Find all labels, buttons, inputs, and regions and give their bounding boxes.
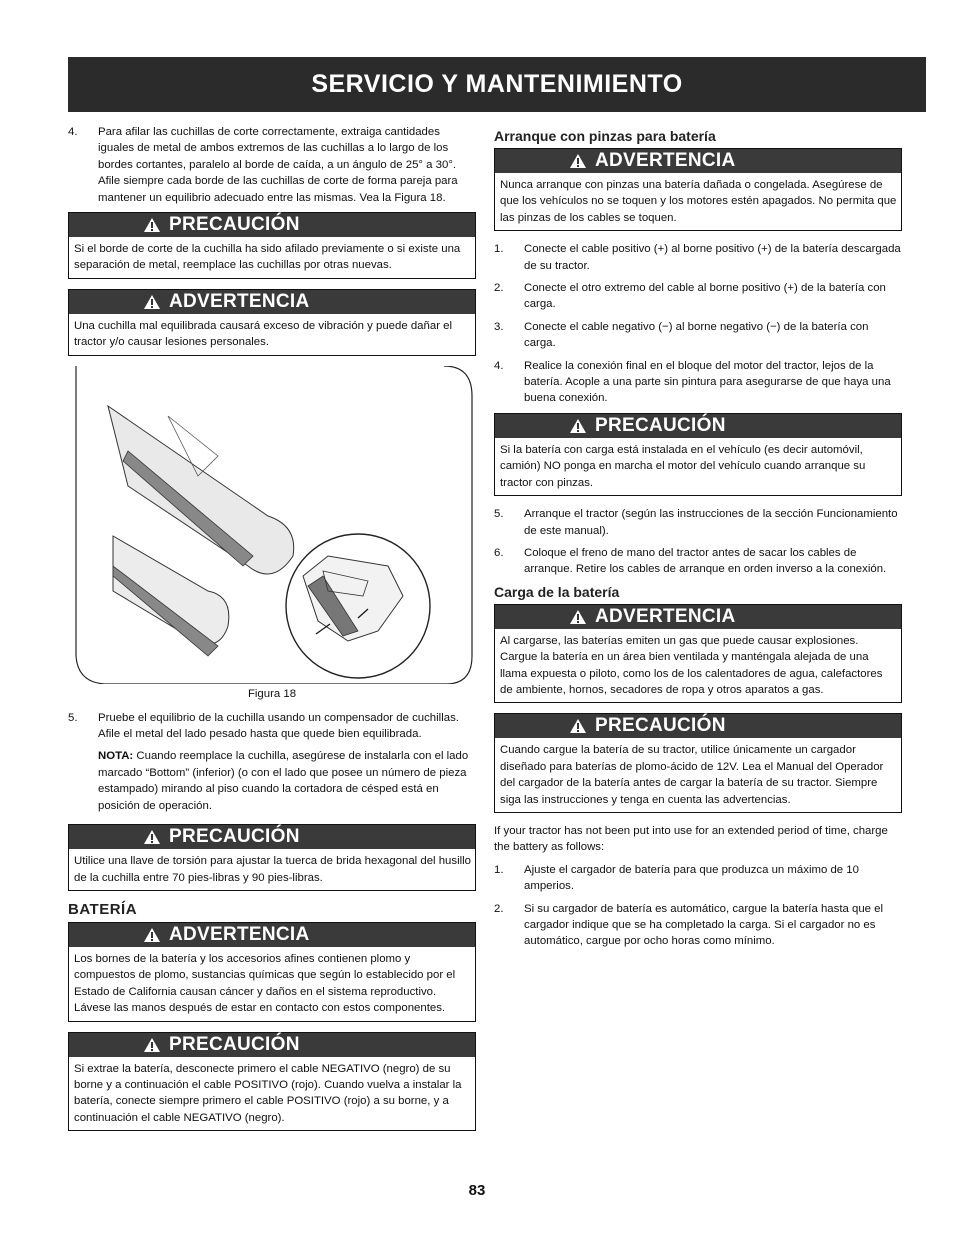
warning-triangle-icon: [143, 1037, 161, 1053]
caution-box: [68, 1032, 476, 1132]
section-banner: [68, 57, 926, 112]
warning-header: [69, 923, 475, 947]
item-text: Arranque el tractor (según las instrucciones de la sección Funcionamiento de este manual).: [524, 508, 898, 537]
item-text: Conecte el cable positivo (+) al borne positivo (+) de la batería descargada de su tractor.: [524, 243, 901, 272]
english-paragraph: If your tractor has not been put into use for an extended period of time, charge the battery as follows:: [494, 824, 888, 854]
caution-box: [68, 212, 476, 279]
caution-heading: PRECAUCIÓN: [169, 826, 300, 848]
warning-box: [494, 148, 902, 231]
caution-box: [494, 713, 902, 813]
page-number: 83: [468, 1182, 486, 1199]
charge-section-title: Carga de la batería: [494, 583, 620, 600]
list-item: [494, 862, 902, 895]
figure-18: [68, 366, 476, 684]
warning-triangle-icon: [143, 217, 161, 233]
caution-header: [69, 1033, 475, 1057]
left-column: [68, 124, 476, 1141]
list-item: [494, 280, 902, 313]
item-number: 2.: [494, 902, 504, 915]
caution-header: [69, 825, 475, 849]
warning-triangle-icon: [569, 609, 587, 625]
item-text: Conecte el otro extremo del cable al borne positivo (+) de la batería con carga.: [524, 282, 886, 311]
warning-triangle-icon: [143, 294, 161, 310]
caution-heading: PRECAUCIÓN: [595, 715, 726, 737]
list-item: [68, 710, 476, 743]
item-number: 5.: [494, 508, 504, 521]
item-text: Coloque el freno de mano del tractor antes de sacar los cables de arranque. Retire los cables de arranque en orden inverso a la conexión.: [524, 546, 887, 576]
item-text: Para afilar las cuchillas de corte correctamente, extraiga cantidades iguales de metal de ambos extremos de las cuchillas a lo largo de los bordes cortantes, paralelo al borde de caída, a un ángulo de 25° a 30°. Afile siempre cada borde de las cuchillas de corte de forma pareja para mantener un equilibrio adecuado entre las mismas. Vea la Figura 18.: [98, 126, 458, 204]
warning-header: [495, 149, 901, 173]
blade-illustration: [68, 366, 476, 684]
list-item: [494, 901, 902, 950]
item-text: Conecte el cable negativo (−) al borne negativo (−) de la batería con carga.: [524, 320, 869, 350]
caution-header: [495, 414, 901, 438]
right-column: [494, 124, 902, 956]
list-item: [494, 241, 902, 274]
note-paragraph: [98, 748, 476, 814]
list-item: [494, 545, 902, 578]
item-number: 4.: [68, 126, 78, 138]
caution-text: Cuando cargue la batería de su tractor, utilice únicamente un cargador diseñado para baterías de plomo-ácido de 12V. Lea el Manual del Operador del cargador de la batería antes de cargar la batería de su tractor. Siempre siga las instrucciones y tenga en cuenta las advertencias.: [500, 744, 884, 806]
caution-heading: PRECAUCIÓN: [169, 1033, 300, 1055]
item-number: 2.: [494, 282, 504, 295]
battery-section-title: BATERÍA: [68, 900, 138, 918]
warning-text: Al cargarse, las baterías emiten un gas que puede causar explosiones. Cargue la batería en un área bien ventilada y manténgala alejada de una llama expuesta o piloto, como los de los calentadores de agua, calefactores de ambiente, hornos, secadores de ropa y otros aparatos a gas.: [500, 634, 883, 696]
item-text: Realice la conexión final en el bloque del motor del tractor, lejos de la batería. Acople a una parte sin pintura para asegurarse de que haya una buena conexión.: [524, 359, 891, 405]
jump-start-title: Arranque con pinzas para batería: [494, 128, 716, 144]
item-number: 1.: [494, 863, 504, 876]
warning-triangle-icon: [569, 153, 587, 169]
item-text: Pruebe el equilibrio de la cuchilla usando un compensador de cuchillas. Afile el metal del lado pesado hasta que quede bien equilibrada.: [98, 711, 459, 741]
item-number: 6.: [494, 546, 504, 559]
warning-triangle-icon: [569, 718, 587, 734]
caution-text: Si extrae la batería, desconecte primero el cable NEGATIVO (negro) de su borne y a continuación el cable POSITIVO (rojo). Cuando vuelva a instalar la batería, conecte siempre primero el cable POSITIVO (rojo) a su borne, y a continuación el cable NEGATIVO (negro).: [74, 1062, 462, 1124]
note-label: NOTA:: [98, 750, 134, 763]
figure-caption: Figura 18: [247, 687, 297, 700]
warning-heading: ADVERTENCIA: [595, 605, 736, 627]
warning-triangle-icon: [569, 418, 587, 434]
list-item: [494, 358, 902, 407]
list-item: [494, 506, 902, 539]
caution-text: Utilice una llave de torsión para ajustar la tuerca de brida hexagonal del husillo de la cuchilla entre 70 pies-libras y 90 pies-libras.: [74, 855, 472, 884]
caution-heading: PRECAUCIÓN: [169, 214, 300, 236]
item-number: 4.: [494, 359, 504, 372]
list-item: [68, 124, 476, 206]
item-number: 5.: [68, 711, 78, 724]
warning-header: [69, 290, 475, 314]
warning-heading: ADVERTENCIA: [595, 150, 736, 171]
warning-triangle-icon: [143, 927, 161, 943]
note-text: Cuando reemplace la cuchilla, asegúrese de instalarla con el lado marcado “Bottom” (inferior) (o con el lado que posee un número de pieza estampado) mirando al piso cuando la cortadora de césped está en posición de operación.: [98, 750, 469, 812]
warning-box: [68, 922, 476, 1022]
warning-box: [68, 289, 476, 356]
warning-heading: ADVERTENCIA: [169, 923, 310, 945]
warning-triangle-icon: [143, 829, 161, 845]
warning-header: [495, 605, 901, 629]
caution-heading: PRECAUCIÓN: [595, 414, 726, 436]
caution-header: [495, 714, 901, 738]
page-title: SERVICIO Y MANTENIMIENTO: [311, 70, 683, 98]
caution-header: [69, 213, 475, 237]
caution-box: [494, 413, 902, 496]
item-number: 1.: [494, 243, 504, 256]
caution-text: Si la batería con carga está instalada en el vehículo (es decir automóvil, camión) NO ponga en marcha el motor del vehículo cuando arranque su tractor con pinzas.: [500, 443, 866, 489]
warning-box: [494, 604, 902, 704]
warning-text: Una cuchilla mal equilibrada causará exceso de vibración y puede dañar el tractor y/o causar lesiones personales.: [74, 319, 453, 349]
item-number: 3.: [494, 320, 504, 333]
item-text: Ajuste el cargador de batería para que produzca un máximo de 10 amperios.: [524, 863, 859, 893]
warning-text: Los bornes de la batería y los accesorios afines contienen plomo y compuestos de plomo, sustancias químicas que según lo establecido por el Estado de California causan cáncer y daños en el sistema reproductivo. Lávese las manos después de estar en contacto con estos componentes.: [74, 952, 456, 1015]
warning-heading: ADVERTENCIA: [169, 290, 310, 312]
item-text: Si su cargador de batería es automático, cargue la batería hasta que el cargador indique que se ha completado la carga. Si el cargador no es automático, cargue por ocho horas como mínimo.: [524, 902, 884, 948]
warning-text: Nunca arranque con pinzas una batería dañada o congelada. Asegúrese de que los vehículos no se toquen y los motores estén apagados. No permita que las pinzas de los cables se toquen.: [500, 179, 897, 224]
caution-box: [68, 824, 476, 891]
caution-text: Si el borde de corte de la cuchilla ha sido afilado previamente o si existe una separación de metal, reemplace las cuchillas por otras nuevas.: [74, 243, 461, 272]
list-item: [494, 319, 902, 352]
